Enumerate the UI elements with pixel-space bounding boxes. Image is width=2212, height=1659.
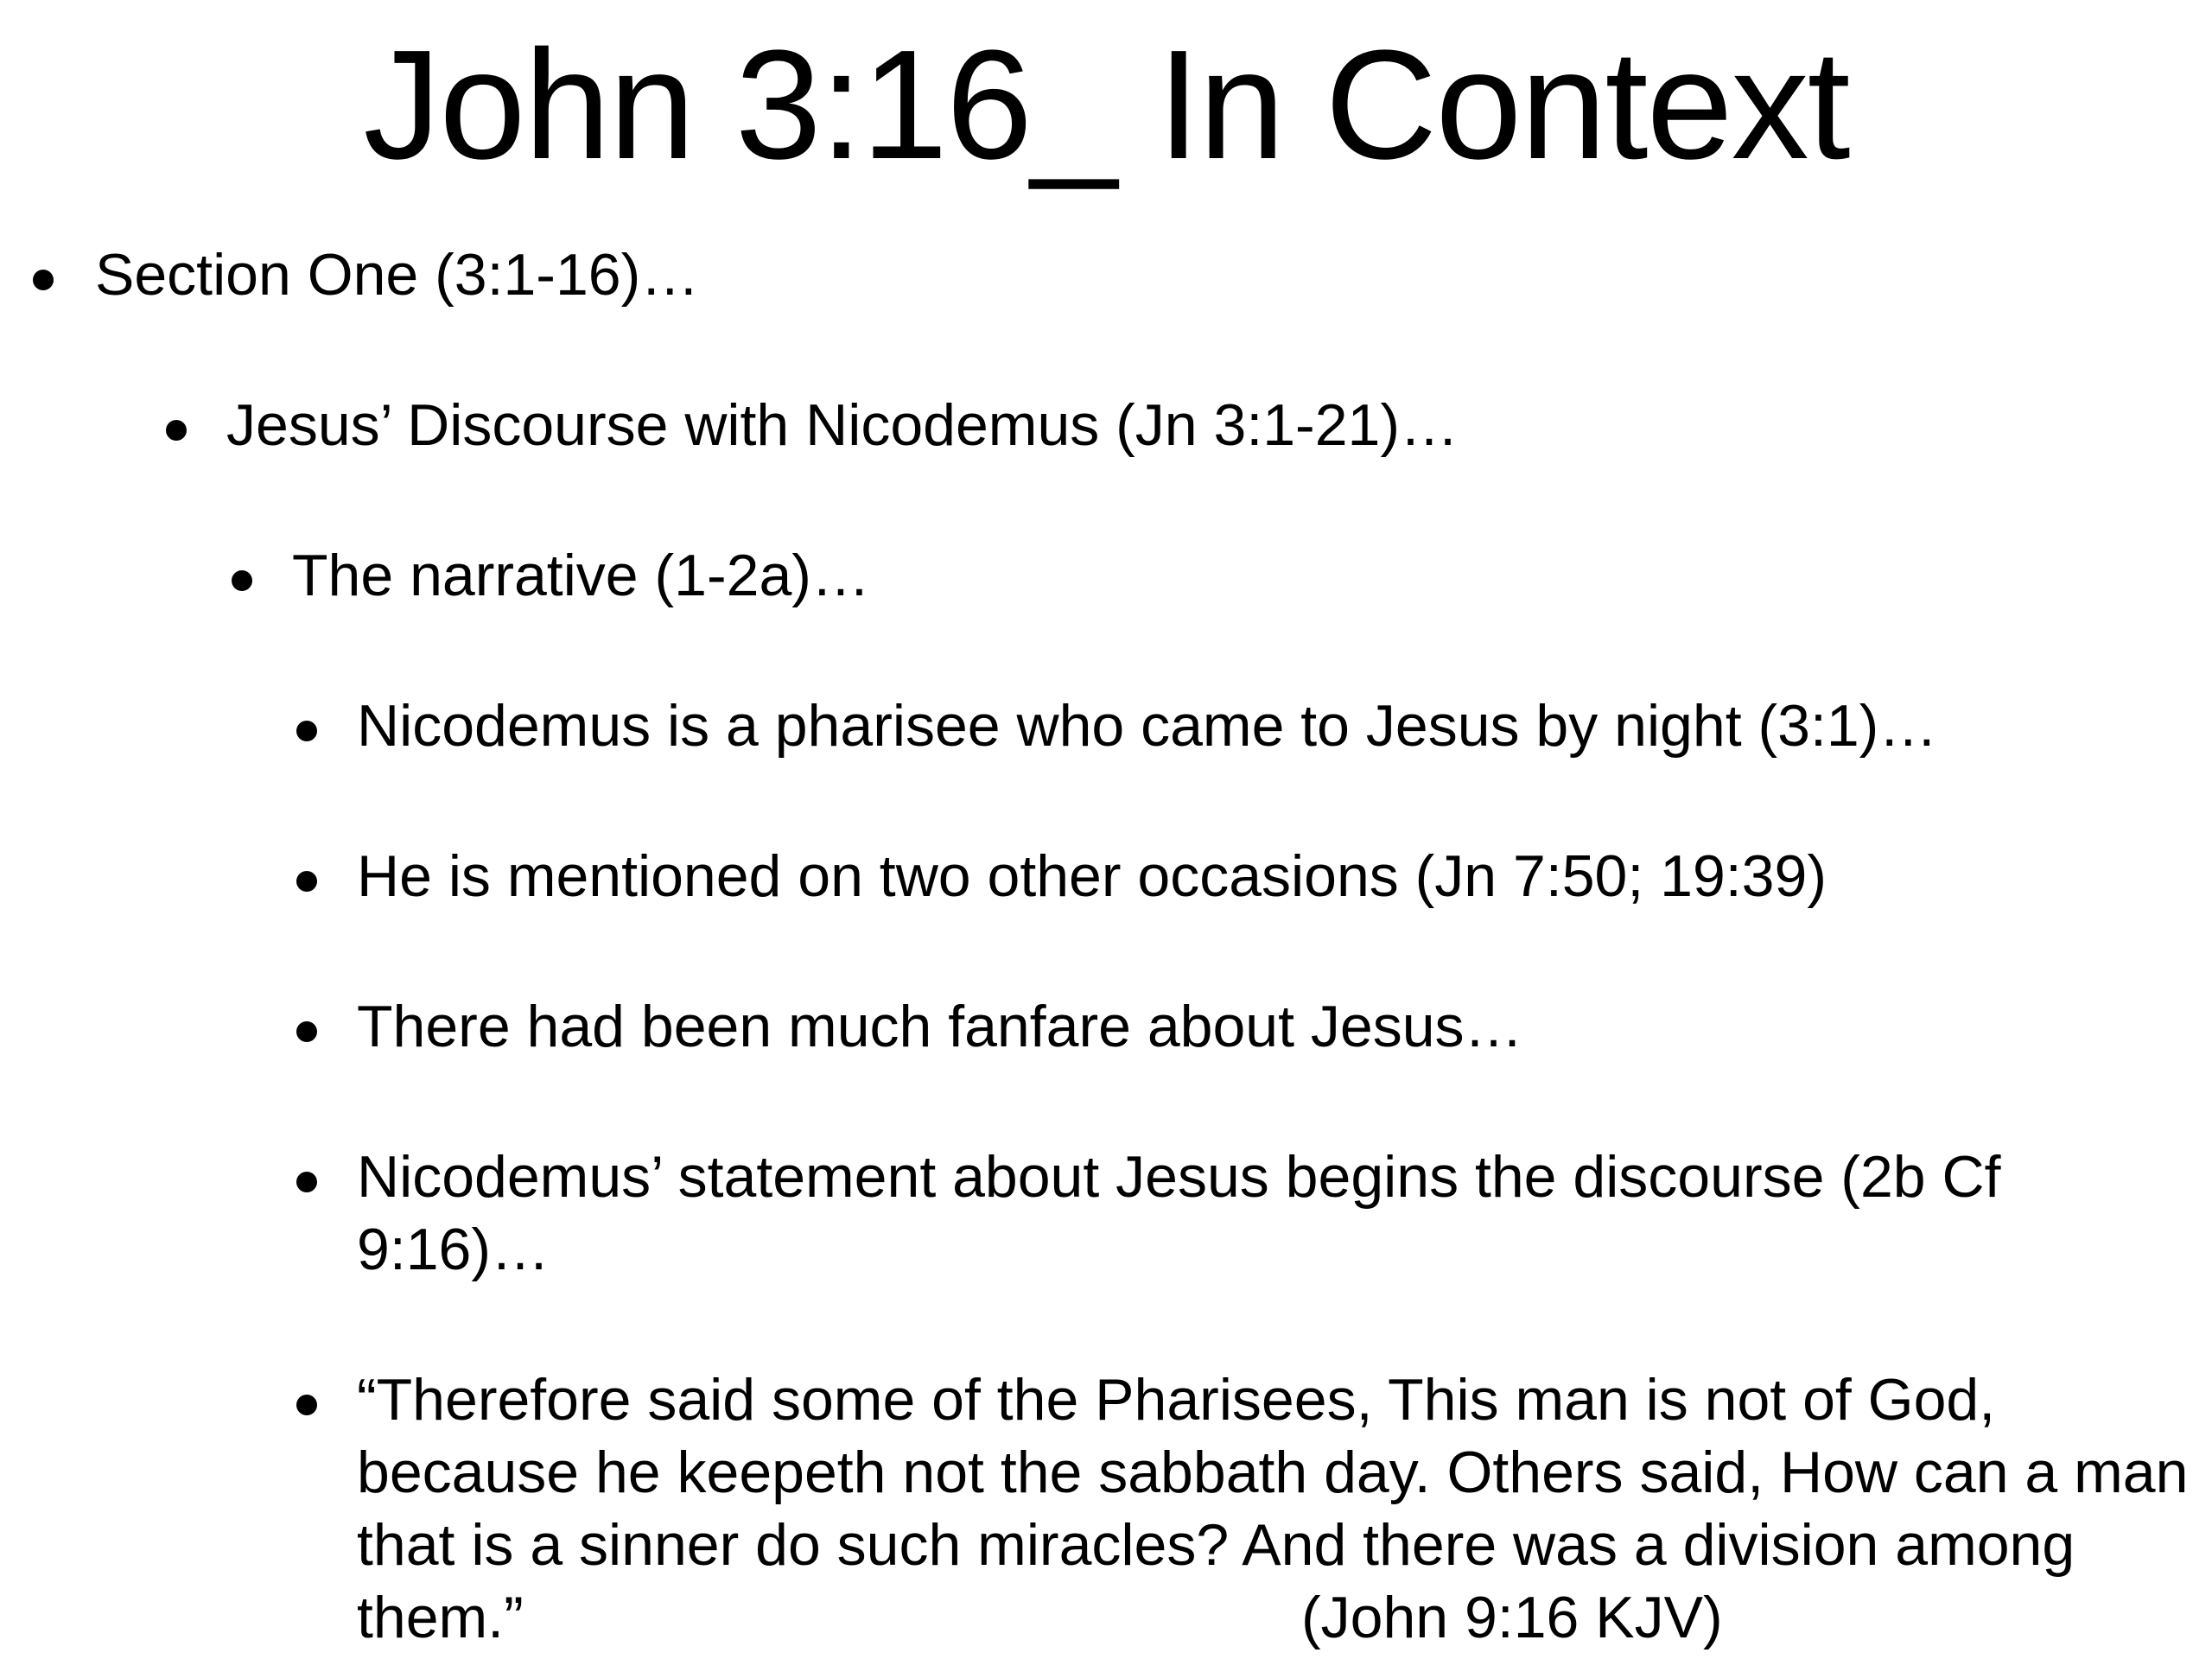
bullet-quote	[357, 1363, 2189, 1654]
bullet-text: Nicodemus’ statement about Jesus begins the discourse (2b Cf 9:16)…	[357, 1144, 2001, 1282]
bullet-text: Nicodemus is a pharisee who came to Jesus by night (3:1)…	[357, 693, 1938, 759]
bullet-text: The narrative (1-2a)…	[292, 543, 870, 608]
bullet-dot-icon	[296, 1395, 317, 1415]
quote-citation: (John 9:16 KJV)	[1301, 1585, 1723, 1650]
bullet-dot-icon	[296, 871, 317, 892]
bullet-discourse	[226, 389, 2127, 461]
slide-title: John 3:16_ In Context	[363, 18, 1849, 192]
bullet-statement	[357, 1141, 2176, 1286]
quote-line-last	[357, 1581, 2176, 1654]
quote-line: that is a sinner do such miracles? And there was a division among	[357, 1512, 2075, 1578]
bullet-nicodemus-pharisee	[357, 690, 2176, 762]
bullet-text: Section One (3:1-16)…	[95, 242, 700, 308]
quote-line: “Therefore said some of the Pharisees, This man is not of God,	[357, 1367, 1996, 1433]
bullet-other-occasions	[357, 840, 2176, 912]
quote-line-text: them.”	[357, 1585, 524, 1650]
bullet-dot-icon	[166, 420, 187, 441]
bullet-dot-icon	[232, 570, 252, 591]
bullet-dot-icon	[33, 270, 54, 290]
bullet-section-one	[95, 238, 2082, 311]
bullet-text: Jesus’ Discourse with Nicodemus (Jn 3:1-21)…	[226, 392, 1459, 458]
bullet-text: He is mentioned on two other occasions (Jn 7:50; 19:39)	[357, 843, 1827, 909]
bullet-dot-icon	[296, 1172, 317, 1192]
bullet-text: There had been much fanfare about Jesus…	[357, 994, 1523, 1059]
bullet-dot-icon	[296, 721, 317, 741]
quote-line: because he keepeth not the sabbath day. Others said, How can a man	[357, 1440, 2189, 1505]
bullet-narrative	[292, 539, 2107, 612]
bullet-fanfare	[357, 990, 2176, 1063]
bullet-dot-icon	[296, 1021, 317, 1042]
